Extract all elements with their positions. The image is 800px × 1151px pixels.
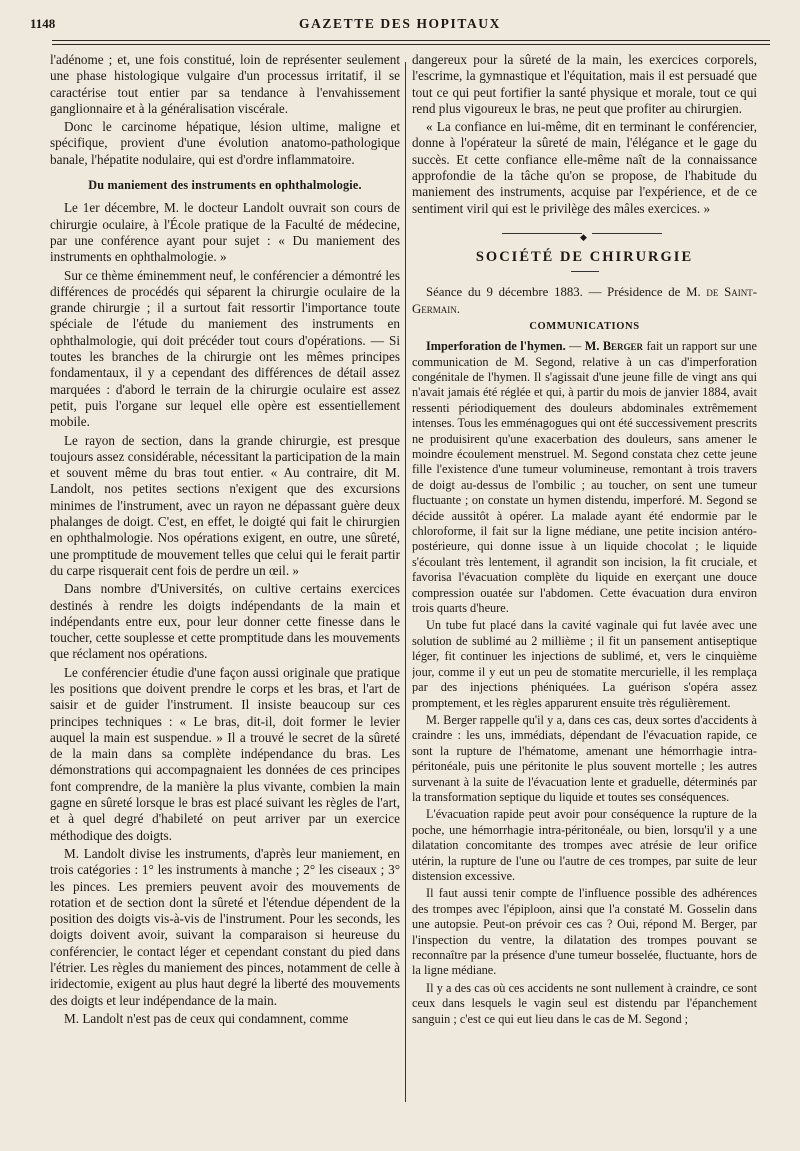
speaker-name: M. Berger — [584, 339, 644, 354]
title-rule — [571, 271, 599, 272]
paragraph: L'évacuation rapide peut avoir pour conséquence la rupture de la poche, une hémorrhagie intra-péritonéale, ou bien, lorsqu'il y a une dilatation concomitante des trompes avec atrésie de leur orifice utérin, la rupture de l'une ou l'autre de ces trompes, par suite de leur distension excessive. — [412, 807, 757, 883]
right-column — [412, 52, 757, 1132]
paragraph: Sur ce thème éminemment neuf, le conférencier a démontré les différences de procédés qui séparent la chirurgie oculaire de la grande chirurgie ; il a surtout fait ressortir l'importance toute spéciale de l'étude du maniement des instruments en ophthalmologie, qui doit précéder tout cours d'opérations. — Si toutes les branches de la chirurgie ont les mêmes principes fondamentaux, il y a cependant des différences de détail assez marquées : d'abord le terrain de la chirurgie oculaire est assez petit, puis l'organe sur lequel elle opère est essentiellement mobile. — [50, 267, 400, 430]
paragraph: dangereux pour la sûreté de la main, les exercices corporels, l'escrime, la gymnastique et l'équitation, mais il est persuadé que tout ce qui peut fortifier la santé physique et morale, tout ce qui rend plus vigoureux le bras, ne peut que profiter au chirurgien. — [412, 52, 757, 116]
paragraph: M. Berger rappelle qu'il y a, dans ces cas, deux sortes d'accidents à craindre : les uns, immédiats, dépendant de l'évacuation rapide, ce sont la rupture de l'hématome, amenant une hémorrhagie intra-péritonéale, puis une péritonite le plus souvent mortelle ; les autres survenant à la suite de l'évacuation lente et graduelle, déterminés par la transformation septique du liquide et toutes ses conséquences. — [412, 712, 757, 804]
paragraph: Un tube fut placé dans la cavité vaginale qui fut lavée avec une solution de sublimé au 2 millième ; il fit un pansement antiseptique léger, fit continuer les injections de sublimé, et, vers le cinquième jour, comme il y eut un peu de stomatite mercurielle, il les remplaça par des injections phéniquées. La guérison s'opéra assez promptement, et les règles apparurent ensuite très régulièrement. — [412, 618, 757, 710]
ornament-diamond-icon: ◆ — [580, 231, 587, 242]
society-title: SOCIÉTÉ DE CHIRURGIE — [475, 248, 694, 265]
paragraph: Le 1er décembre, M. le docteur Landolt ouvrait son cours de chirurgie oculaire, à l'École pratique de la Faculté de médecine, par une conférence ayant pour sujet : « Du maniement des instruments en ophthalmologie. » — [50, 200, 400, 265]
section-title: Du maniement des instruments en ophthalmologie. — [88, 178, 362, 193]
left-column — [50, 52, 400, 1132]
ornament-line-left — [502, 233, 582, 234]
runin-dash: — — [565, 339, 585, 354]
paragraph: Dans nombre d'Universités, on cultive certains exercices destinés à rendre les doigts indépendants de la main et indépendants entre eux, pour leur donner cette finesse dans le toucher, cette souplesse et cette promptitude dans les mouvements que réclament nos opérations. — [50, 581, 400, 662]
paragraph-text: fait un rapport sur une communication de M. Segond, relative à un cas d'imperforation congénitale de l'hymen. Il s'agissait d'une jeune fille de vingt ans qui n'avait jamais été réglée et qui, à partir du mois de janvier 1884, avait ressenti périodiquement des douleurs abdominales extrêmement intenses. Tous les emménagogues qui ont été successivement prescrits ne produisirent qu'une exacerbation des douleurs, sans amener le moindre écoulement menstruel. M. Segond constata chez cette jeune fille l'existence d'une tumeur volumineuse, remontant à trois travers de doigt au-dessus de l'ombilic ; au toucher, on sent une tumeur fluctuante ; on constate un hymen distendu, imperforé. M. Segond se décide aussitôt à opérer. La malade ayant été endormie par le chloroforme, il fait sur la ligne médiane, une petite incision antéro-postérieure, qui donne issue à un liquide chocolat ; le liquide s'écoulant très lentement, il agrandit son incision, la fit cruciale, et favorisa l'évacuation complète du liquide en exerçant une douce compression ouatée sur l'abdomen. Cette évacuation dura environ trois quarts d'heure. — [412, 339, 757, 616]
paragraph: « La confiance en lui-même, dit en terminant le conférencier, donne à l'opérateur la sûreté de main, l'élégance et le gage du succès. Et cette confiance elle-même naît de la connaissance approfondie de la tâche qu'on se propose, de l'habitude du maniement des instruments, acquise par l'expérience, et de ce sentiment viril qui est le privilège des mâles exercices. » — [412, 119, 757, 216]
paragraph: Il faut aussi tenir compte de l'influence possible des adhérences des trompes avec l'épiploon, ainsi que l'a constaté M. Gosselin dans une autopsie. Peut-on prévoir ces cas ? Oui, répond M. Berger, par l'inspection du ventre, la dilatation des trompes pouvant se reconnaître par la présence d'une tumeur bosselée, fluctuante, hors de la ligne médiane. — [412, 886, 757, 978]
header-rule-top — [52, 40, 770, 41]
communications-heading: COMMUNICATIONS — [529, 320, 640, 332]
ornament-line-right — [592, 233, 662, 234]
paragraph: M. Landolt divise les instruments, d'après leur maniement, en trois catégories : 1° les instruments à manche ; 2° les ciseaux ; 3° les pinces. Les premiers peuvent avoir des mouvements de rotation et de section dont la sûreté et l'étendue dépendent de la position des doigts vis-à-vis de l'instrument. Pour les seconds, les doigts doivent avoir, suivant la comparaison si heureuse du conférencier, le contact léger et cependant constant du pied dans l'étrier. Les règles du maniement des pinces, notamment de celle à iridectomie, exigent au plus haut degré la liberté des mouvements des doigts et leur indépendance de la main. — [50, 845, 400, 1008]
report-body — [412, 339, 757, 1027]
page-number: 1148 — [30, 16, 56, 31]
runin-title: Imperforation de l'hymen. — [426, 339, 566, 354]
page-header — [30, 14, 770, 38]
paragraph: l'adénome ; et, une fois constitué, loin de représenter seulement une phase histologique vulgaire d'un processus irritatif, il se caractérise tout entier par sa tendance à l'envahissement ganglionnaire et à la généralisation viscérale. — [50, 52, 400, 116]
seance-line — [412, 284, 757, 317]
paragraph — [412, 339, 757, 616]
paragraph: Le conférencier étudie d'une façon aussi originale que pratique les positions que doivent prendre le corps et les bras, et l'art de saisir et de guider l'instrument. Il insiste beaucoup sur ces principes techniques : « Le bras, dit-il, doit former le levier auquel la main est suspendue. » Il a trouvé le secret de la sûreté de la main dans sa complète indépendance du bras. Les démonstrations qui accompagnaient les données de ces principes font comprendre, de la manière la plus vivante, combien la main gagne en sûreté lorsque le bras est placé suivant les règles de l'art, et à quel degré d'habileté on peut arriver par un exercice méthodique des doigts. — [50, 664, 400, 843]
journal-title: GAZETTE DES HOPITAUX — [298, 16, 502, 31]
seance-text: Séance du 9 décembre 1883. — Présidence de M. — [426, 285, 707, 300]
column-divider — [405, 62, 406, 1102]
paragraph: Donc le carcinome hépatique, lésion ultime, maligne et spécifique, provient d'une évolution anatomo-pathologique banale, l'hépatite nodulaire, qui est d'ordre inflammatoire. — [50, 119, 400, 167]
header-rule-bottom — [52, 44, 770, 45]
paragraph: Il y a des cas où ces accidents ne sont nullement à craindre, ce sont ceux dans lesquels le vagin seul est distendu par l'épanchement sanguin ; c'est ce qui eut lieu dans le cas de M. Segond ; — [412, 980, 757, 1026]
paragraph: Le rayon de section, dans la grande chirurgie, est presque toujours assez considérable, nécessitant la participation de la main et souvent même du bras tout entier. « Au contraire, dit M. Landolt, nos petites sections n'exigent que des excursions minimes de l'instrument, avec un rayon ne dépassant guère deux phalanges de doigt. C'est, en effet, le doigté qui fait le chirurgien en ophthalmologie. Nos opérations exigent, en outre, une sûreté, une promptitude de mouvement telles que celui qui le ferait partir du carpe risquerait cent fois de perdre un œil. » — [50, 432, 400, 578]
paragraph: M. Landolt n'est pas de ceux qui condamnent, comme — [64, 1010, 349, 1026]
section-ornament — [412, 227, 757, 241]
seance-president: de Saint-Germain. — [412, 285, 757, 316]
